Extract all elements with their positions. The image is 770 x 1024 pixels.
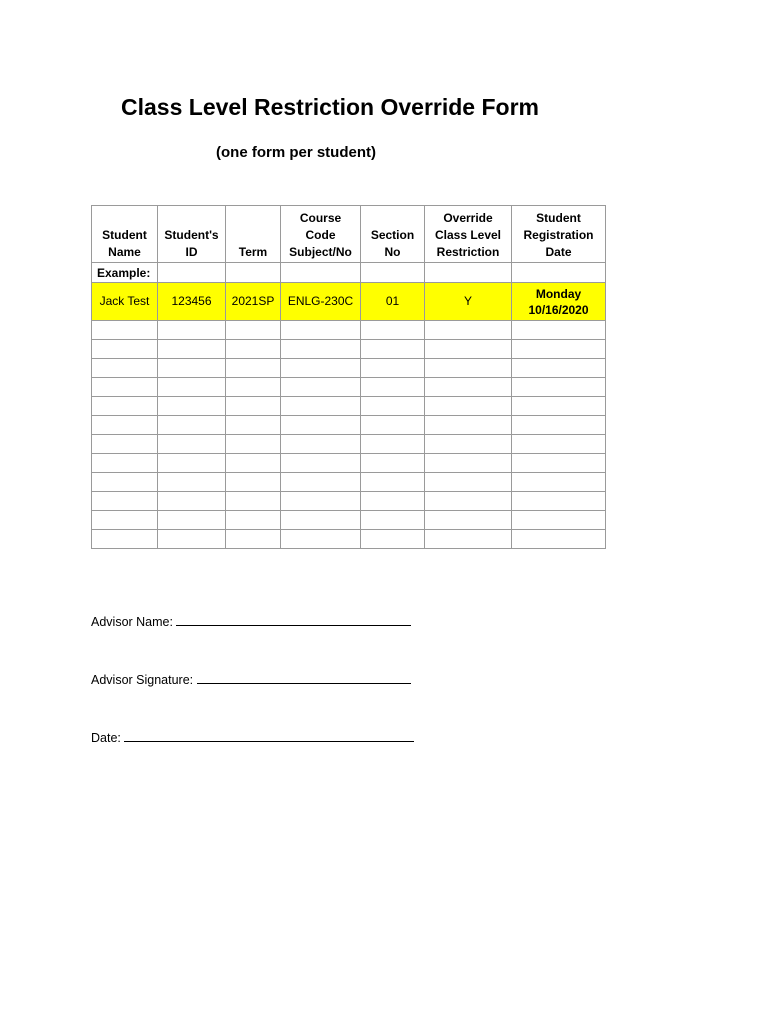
blank-entry-row[interactable] [92, 340, 606, 359]
entry-cell[interactable] [361, 492, 425, 511]
entry-cell[interactable] [226, 359, 281, 378]
blank-entry-row[interactable] [92, 454, 606, 473]
entry-cell[interactable] [226, 416, 281, 435]
header-label: Student's ID [164, 228, 219, 259]
entry-cell[interactable] [361, 416, 425, 435]
entry-cell[interactable] [226, 435, 281, 454]
entry-cell[interactable] [425, 435, 512, 454]
entry-cell[interactable] [425, 473, 512, 492]
entry-cell[interactable] [425, 492, 512, 511]
advisor-signature-line[interactable] [197, 670, 411, 684]
entry-cell[interactable] [425, 340, 512, 359]
advisor-signature-field[interactable] [91, 670, 411, 687]
entry-cell[interactable] [425, 359, 512, 378]
entry-cell[interactable] [92, 378, 158, 397]
entry-cell[interactable] [92, 397, 158, 416]
entry-cell[interactable] [361, 473, 425, 492]
entry-cell[interactable] [361, 321, 425, 340]
entry-cell[interactable] [158, 492, 226, 511]
entry-cell[interactable] [281, 321, 361, 340]
entry-cell[interactable] [361, 378, 425, 397]
entry-cell[interactable] [158, 454, 226, 473]
entry-cell[interactable] [92, 435, 158, 454]
header-label: Section No [370, 228, 415, 259]
entry-cell[interactable] [158, 530, 226, 549]
entry-cell[interactable] [281, 473, 361, 492]
blank-entry-row[interactable] [92, 530, 606, 549]
entry-cell[interactable] [226, 492, 281, 511]
entry-cell[interactable] [92, 511, 158, 530]
entry-cell[interactable] [512, 435, 606, 454]
entry-cell[interactable] [425, 416, 512, 435]
entry-cell[interactable] [92, 359, 158, 378]
entry-cell[interactable] [281, 340, 361, 359]
entry-cell[interactable] [281, 492, 361, 511]
blank-entry-row[interactable] [92, 397, 606, 416]
entry-cell[interactable] [92, 416, 158, 435]
example-label-row [92, 263, 606, 283]
entry-cell[interactable] [226, 530, 281, 549]
entry-cell[interactable] [425, 397, 512, 416]
entry-cell[interactable] [158, 416, 226, 435]
blank-entry-row[interactable] [92, 359, 606, 378]
entry-cell[interactable] [92, 530, 158, 549]
header-label: Student Registration Date [523, 211, 594, 259]
entry-cell[interactable] [158, 473, 226, 492]
entry-cell[interactable] [512, 473, 606, 492]
entry-cell[interactable] [226, 378, 281, 397]
form-title: Class Level Restriction Override Form [121, 94, 539, 120]
entry-cell[interactable] [281, 435, 361, 454]
entry-cell[interactable] [361, 340, 425, 359]
entry-cell[interactable] [512, 378, 606, 397]
entry-cell[interactable] [512, 416, 606, 435]
example-label: Example: [92, 263, 158, 283]
entry-cell[interactable] [425, 511, 512, 530]
entry-cell[interactable] [92, 492, 158, 511]
example-student-id: 123456 [158, 283, 226, 321]
advisor-name-label: Advisor Name: [91, 615, 173, 629]
entry-cell[interactable] [425, 378, 512, 397]
header-course-code [281, 206, 361, 263]
form-subtitle: (one form per student) [216, 144, 376, 161]
entry-cell[interactable] [92, 473, 158, 492]
entry-cell[interactable] [512, 454, 606, 473]
entry-cell[interactable] [158, 340, 226, 359]
entry-cell[interactable] [226, 340, 281, 359]
entry-cell[interactable] [512, 359, 606, 378]
header-override [425, 206, 512, 263]
example-section: 01 [361, 283, 425, 321]
entry-cell[interactable] [158, 435, 226, 454]
example-override: Y [425, 283, 512, 321]
entry-cell[interactable] [425, 454, 512, 473]
entry-cell[interactable] [361, 530, 425, 549]
entry-cell[interactable] [281, 416, 361, 435]
header-student-name [92, 206, 158, 263]
entry-cell[interactable] [158, 321, 226, 340]
entry-cell[interactable] [281, 359, 361, 378]
blank-entry-row[interactable] [92, 416, 606, 435]
header-label: Override Class Level Restriction [434, 211, 502, 259]
entry-cell[interactable] [361, 454, 425, 473]
advisor-name-field[interactable] [91, 612, 411, 629]
entry-cell[interactable] [361, 511, 425, 530]
entry-cell[interactable] [512, 511, 606, 530]
entry-cell[interactable] [226, 321, 281, 340]
entry-cell[interactable] [158, 378, 226, 397]
date-field[interactable] [91, 728, 414, 745]
example-term: 2021SP [226, 283, 281, 321]
entry-cell[interactable] [158, 359, 226, 378]
blank-entry-row[interactable] [92, 378, 606, 397]
example-student-name: Jack Test [92, 283, 158, 321]
entry-cell[interactable] [226, 473, 281, 492]
entry-cell[interactable] [158, 511, 226, 530]
entry-cell[interactable] [361, 397, 425, 416]
entry-cell[interactable] [361, 359, 425, 378]
blank-entry-row[interactable] [92, 321, 606, 340]
example-row [92, 283, 606, 321]
blank-entry-row[interactable] [92, 435, 606, 454]
entry-cell[interactable] [512, 321, 606, 340]
entry-cell[interactable] [92, 340, 158, 359]
blank-entry-row[interactable] [92, 492, 606, 511]
date-label: Date: [91, 731, 121, 745]
entry-cell[interactable] [92, 454, 158, 473]
entry-cell[interactable] [425, 530, 512, 549]
header-section [361, 206, 425, 263]
entry-cell[interactable] [226, 454, 281, 473]
header-term [226, 206, 281, 263]
date-line[interactable] [124, 728, 414, 742]
header-label: Course Code Subject/No [289, 211, 352, 259]
entry-cell[interactable] [281, 511, 361, 530]
entry-cell[interactable] [512, 340, 606, 359]
blank-entry-row[interactable] [92, 511, 606, 530]
example-course-code: ENLG-230C [281, 283, 361, 321]
entry-cell[interactable] [92, 321, 158, 340]
entry-cell[interactable] [361, 435, 425, 454]
advisor-signature-label: Advisor Signature: [91, 673, 194, 687]
entry-cell[interactable] [281, 397, 361, 416]
entry-cell[interactable] [226, 511, 281, 530]
blank-entry-row[interactable] [92, 473, 606, 492]
example-registration-date: Monday 10/16/2020 [512, 283, 606, 321]
override-table [91, 205, 606, 549]
table-header-row [92, 206, 606, 263]
entry-cell[interactable] [512, 397, 606, 416]
entry-cell[interactable] [281, 454, 361, 473]
entry-cell[interactable] [158, 397, 226, 416]
entry-cell[interactable] [425, 321, 512, 340]
entry-cell[interactable] [512, 492, 606, 511]
entry-cell[interactable] [512, 530, 606, 549]
header-student-id [158, 206, 226, 263]
advisor-name-line[interactable] [176, 612, 411, 626]
entry-cell[interactable] [281, 378, 361, 397]
header-label: Term [238, 245, 268, 259]
entry-cell[interactable] [281, 530, 361, 549]
header-label: Student Name [102, 228, 147, 259]
header-registration-date [512, 206, 606, 263]
entry-cell[interactable] [226, 397, 281, 416]
